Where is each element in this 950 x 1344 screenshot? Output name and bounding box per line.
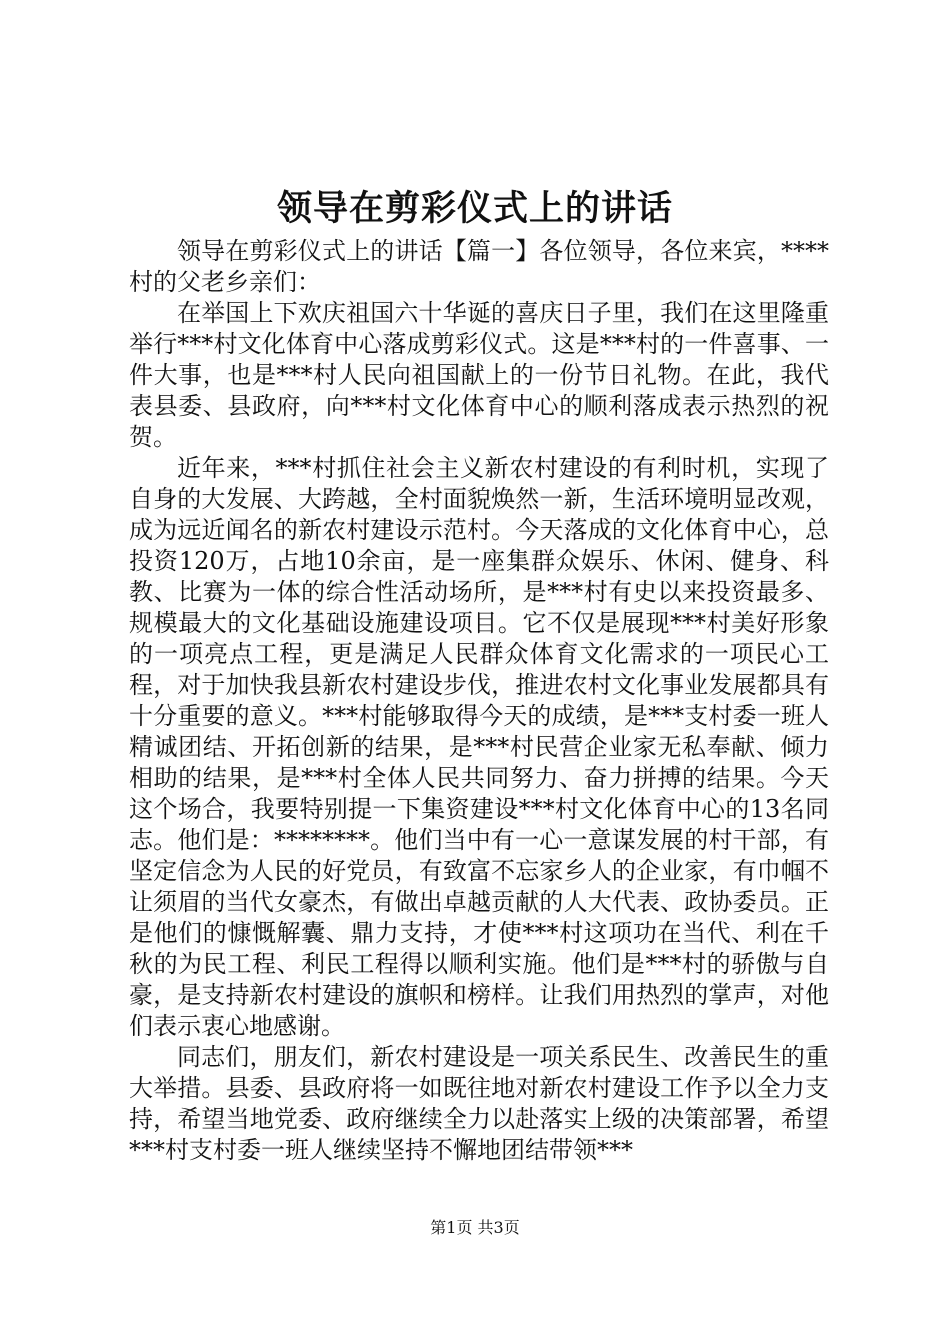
page-footer: 第1页 共3页 <box>430 1218 520 1237</box>
paragraph-2: 在举国上下欢庆祖国六十华诞的喜庆日子里，我们在这里隆重举行***村文化体育中心落成剪彩仪式。这是***村的一件喜事、一件大事，也是***村人民向祖国献上的一份节日礼物。在此，我代表县委、县政府，向***村文化体育中心的顺利落成表示热烈的祝贺。 <box>129 299 829 451</box>
paragraph-3: 近年来，***村抓住社会主义新农村建设的有利时机，实现了自身的大发展、大跨越，全村面貌焕然一新，生活环境明显改观，成为远近闻名的新农村建设示范村。今天落成的文化体育中心，总投资120万，占地10余亩，是一座集群众娱乐、休闲、健身、科教、比赛为一体的综合性活动场所，是***村有史以来投资最多、规模最大的文化基础设施建设项目。它不仅是展现***村美好形象的一项亮点工程，更是满足人民群众体育文化需求的一项民心工程，对于加快我县新农村建设步伐，推进农村文化事业发展都具有十分重要的意义。***村能够取得今天的成绩，是***支村委一班人精诚团结、开拓创新的结果，是***村民营企业家无私奉献、倾力相助的结果，是***村全体人民共同努力、奋力拼搏的结果。今天这个场合，我要特别提一下集资建设***村文化体育中心的13名同志。他们是：********。他们当中有一心一意谋发展的村干部，有坚定信念为人民的好党员，有致富不忘家乡人的企业家，有巾帼不让须眉的当代女豪杰，有做出卓越贡献的人大代表、政协委员。正是他们的慷慨解囊、鼎力支持，才使***村这项功在当代、利在千秋的为民工程、利民工程得以顺利实施。他们是***村的骄傲与自豪，是支持新农村建设的旗帜和榜样。让我们用热烈的掌声，对他们表示衷心地感谢。 <box>129 454 829 1040</box>
document-title: 领导在剪彩仪式上的讲话 <box>276 188 673 229</box>
paragraph-4: 同志们，朋友们，新农村建设是一项关系民生、改善民生的重大举措。县委、县政府将一如既往地对新农村建设工作予以全力支持，希望当地党委、政府继续全力以赴落实上级的决策部署，希望***村支村委一班人继续坚持不懈地团结带领*** <box>129 1043 829 1164</box>
document-body <box>129 236 829 1166</box>
paragraph-1: 领导在剪彩仪式上的讲话【篇一】各位领导，各位来宾，****村的父老乡亲们： <box>129 237 829 296</box>
